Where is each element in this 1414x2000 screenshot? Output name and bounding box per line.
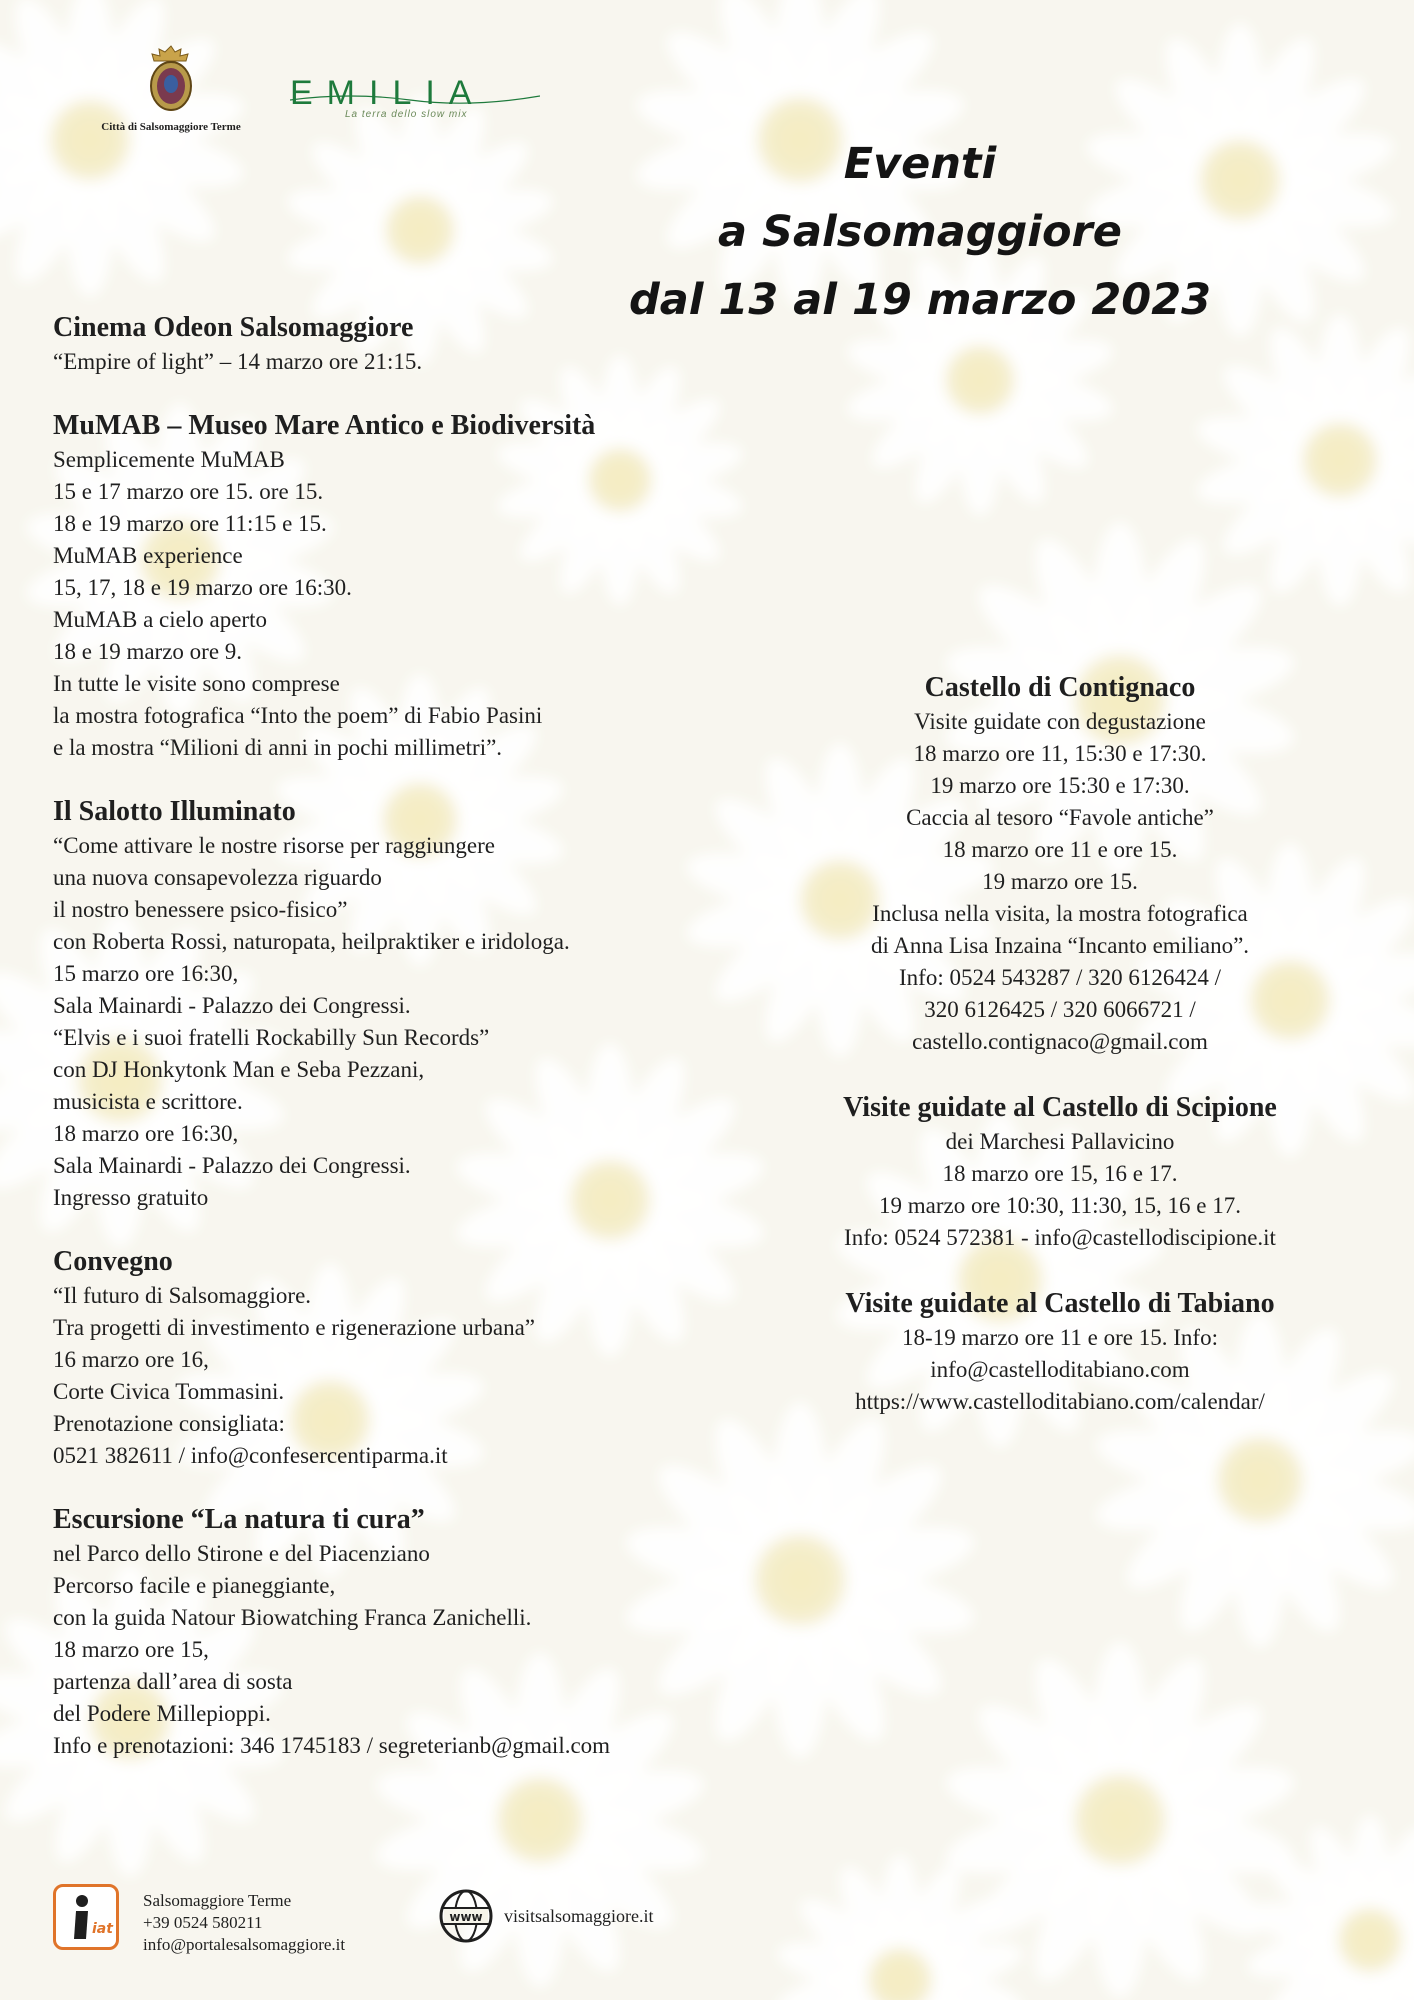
event-section bbox=[780, 670, 1340, 1058]
event-detail-line: “Elvis e i suoi fratelli Rockabilly Sun Records” bbox=[53, 1025, 490, 1050]
event-detail-line: Tra progetti di investimento e rigenerazione urbana” bbox=[53, 1315, 535, 1340]
event-detail-line: 15 e 17 marzo ore 15. ore 15. bbox=[53, 479, 324, 504]
event-section bbox=[780, 1286, 1340, 1418]
event-detail-line: del Podere Millepioppi. bbox=[53, 1701, 271, 1726]
event-detail-line[interactable]: Info: 0524 572381 - info@castellodiscipione.it bbox=[844, 1225, 1276, 1250]
event-detail-line: musicista e scrittore. bbox=[53, 1089, 243, 1114]
event-detail-line: la mostra fotografica “Into the poem” di Fabio Pasini bbox=[53, 703, 543, 728]
footer-contact-line[interactable]: info@portalesalsomaggiore.it bbox=[143, 1935, 346, 1954]
event-detail-line[interactable]: castello.contignaco@gmail.com bbox=[912, 1029, 1208, 1054]
event-section bbox=[53, 1244, 773, 1472]
event-detail-line: Prenotazione consigliata: bbox=[53, 1411, 285, 1436]
event-detail-line: Inclusa nella visita, la mostra fotografica bbox=[872, 901, 1248, 926]
event-section bbox=[53, 794, 773, 1214]
right-events-column bbox=[780, 670, 1340, 1450]
event-detail-line: MuMAB a cielo aperto bbox=[53, 607, 267, 632]
event-detail-line: 18 marzo ore 15, bbox=[53, 1637, 209, 1662]
globe-icon bbox=[438, 1888, 494, 1944]
event-detail-line: dei Marchesi Pallavicino bbox=[945, 1129, 1175, 1154]
title-line: dal 13 al 19 marzo 2023 bbox=[628, 275, 1212, 325]
emilia-logo bbox=[290, 74, 550, 120]
event-detail-line: Info: 0524 543287 / 320 6126424 / bbox=[899, 965, 1221, 990]
iat-badge-icon bbox=[53, 1884, 119, 1950]
event-detail-line: con la guida Natour Biowatching Franca Zanichelli. bbox=[53, 1605, 532, 1630]
event-detail-line[interactable]: Info e prenotazioni: 346 1745183 / segreterianb@gmail.com bbox=[53, 1733, 611, 1758]
event-detail-line: Visite guidate con degustazione bbox=[914, 709, 1206, 734]
event-detail-line: “Empire of light” – 14 marzo ore 21:15. bbox=[53, 349, 423, 374]
event-section bbox=[53, 1502, 773, 1762]
emilia-swoosh-icon bbox=[290, 86, 540, 110]
event-detail-line: il nostro benessere psico-fisico” bbox=[53, 897, 348, 922]
event-heading: Visite guidate al Castello di Scipione bbox=[843, 1092, 1277, 1123]
emilia-word: EMILIA bbox=[290, 74, 486, 112]
emilia-wordmark bbox=[290, 74, 550, 113]
footer-contact-line: +39 0524 580211 bbox=[143, 1913, 263, 1932]
city-crest-icon bbox=[144, 44, 198, 114]
event-detail-line: “Il futuro di Salsomaggiore. bbox=[53, 1283, 312, 1308]
event-section bbox=[53, 310, 773, 378]
event-detail-line: MuMAB experience bbox=[53, 543, 243, 568]
event-detail-line: 15, 17, 18 e 19 marzo ore 16:30. bbox=[53, 575, 352, 600]
event-detail-line: 19 marzo ore 15:30 e 17:30. bbox=[930, 773, 1190, 798]
event-detail-line: Semplicemente MuMAB bbox=[53, 447, 285, 472]
www-badge-text: www bbox=[449, 1910, 483, 1924]
event-detail-line: 320 6126425 / 320 6066721 / bbox=[924, 997, 1196, 1022]
event-section bbox=[780, 1090, 1340, 1254]
event-section bbox=[53, 408, 773, 764]
event-detail-line: 15 marzo ore 16:30, bbox=[53, 961, 239, 986]
event-detail-line: di Anna Lisa Inzaina “Incanto emiliano”. bbox=[870, 933, 1250, 958]
emilia-tagline: La terra dello slow mix bbox=[345, 109, 468, 120]
event-detail-line: e la mostra “Milioni di anni in pochi millimetri”. bbox=[53, 735, 503, 760]
event-heading: Cinema Odeon Salsomaggiore bbox=[53, 312, 414, 343]
event-detail-line: In tutte le visite sono comprese bbox=[53, 671, 340, 696]
event-detail-line: 19 marzo ore 15. bbox=[982, 869, 1138, 894]
event-heading: Il Salotto Illuminato bbox=[53, 796, 296, 827]
event-detail-line[interactable]: info@castelloditabiano.com bbox=[930, 1357, 1190, 1382]
event-heading: Escursione “La natura ti cura” bbox=[53, 1504, 425, 1535]
event-heading: Visite guidate al Castello di Tabiano bbox=[845, 1288, 1275, 1319]
event-detail-line: 18 marzo ore 11, 15:30 e 17:30. bbox=[913, 741, 1207, 766]
website-link[interactable]: visitsalsomaggiore.it bbox=[504, 1906, 654, 1926]
event-detail-line[interactable]: 0521 382611 / info@confesercentiparma.it bbox=[53, 1443, 448, 1468]
event-detail-line: Ingresso gratuito bbox=[53, 1185, 209, 1210]
event-detail-line: 16 marzo ore 16, bbox=[53, 1347, 209, 1372]
footer-contact-line: Salsomaggiore Terme bbox=[143, 1891, 292, 1910]
event-detail-line: 18 e 19 marzo ore 11:15 e 15. bbox=[53, 511, 327, 536]
event-detail-line: 18 marzo ore 11 e ore 15. bbox=[942, 837, 1178, 862]
event-detail-line: 18-19 marzo ore 11 e ore 15. Info: bbox=[902, 1325, 1218, 1350]
event-detail-line: 18 marzo ore 15, 16 e 17. bbox=[942, 1161, 1178, 1186]
event-detail-line: con Roberta Rossi, naturopata, heilpraktiker e iridologa. bbox=[53, 929, 570, 954]
event-detail-line: Sala Mainardi - Palazzo dei Congressi. bbox=[53, 1153, 411, 1178]
event-detail-line: 18 e 19 marzo ore 9. bbox=[53, 639, 243, 664]
city-name-label: Città di Salsomaggiore Terme bbox=[101, 121, 241, 133]
event-heading: MuMAB – Museo Mare Antico e Biodiversità bbox=[53, 410, 596, 441]
event-detail-line: con DJ Honkytonk Man e Seba Pezzani, bbox=[53, 1057, 425, 1082]
event-detail-line: 18 marzo ore 16:30, bbox=[53, 1121, 239, 1146]
event-detail-line: “Come attivare le nostre risorse per raggiungere bbox=[53, 833, 495, 858]
page-title bbox=[600, 130, 1240, 334]
city-logo bbox=[96, 44, 246, 133]
event-heading: Castello di Contignaco bbox=[924, 672, 1196, 703]
event-detail-line: Caccia al tesoro “Favole antiche” bbox=[906, 805, 1214, 830]
title-line: Eventi bbox=[843, 139, 997, 189]
event-detail-line[interactable]: https://www.castelloditabiano.com/calendar/ bbox=[855, 1389, 1265, 1414]
footer-contact-text bbox=[143, 1890, 345, 1956]
title-line: a Salsomaggiore bbox=[718, 207, 1122, 257]
left-events-column bbox=[53, 310, 773, 1792]
iat-badge-text: iat bbox=[92, 1921, 113, 1937]
event-detail-line: una nuova consapevolezza riguardo bbox=[53, 865, 382, 890]
event-detail-line: Corte Civica Tommasini. bbox=[53, 1379, 285, 1404]
event-detail-line: Sala Mainardi - Palazzo dei Congressi. bbox=[53, 993, 411, 1018]
event-detail-line: Percorso facile e pianeggiante, bbox=[53, 1573, 336, 1598]
event-detail-line: 19 marzo ore 10:30, 11:30, 15, 16 e 17. bbox=[879, 1193, 1241, 1218]
event-heading: Convegno bbox=[53, 1246, 173, 1277]
event-detail-line: nel Parco dello Stirone e del Piacenziano bbox=[53, 1541, 430, 1566]
event-detail-line: partenza dall’area di sosta bbox=[53, 1669, 293, 1694]
